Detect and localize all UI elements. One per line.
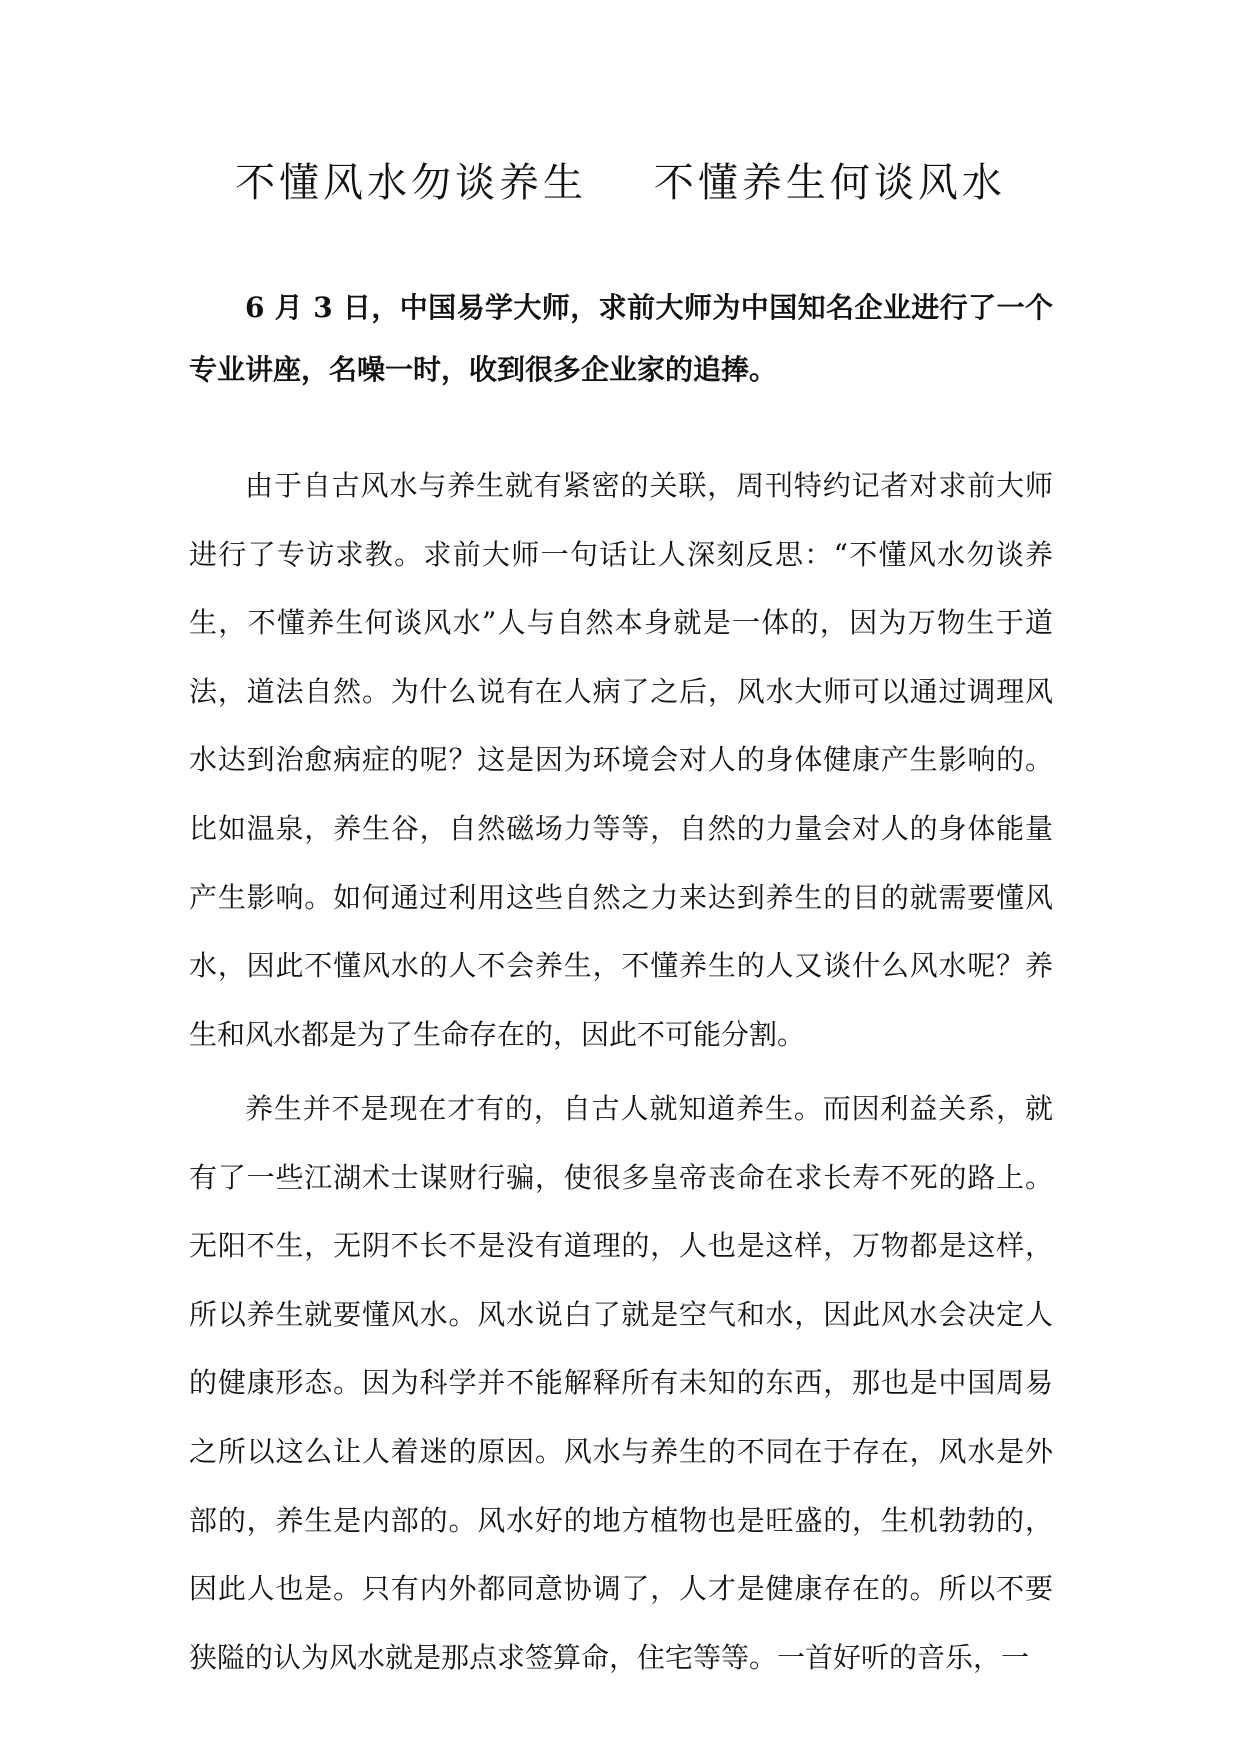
body-paragraph-2: 养生并不是现在才有的，自古人就知道养生。而因利益关系，就有了一些江湖术士谋财行骗，使很多皇帝丧命在求长寿不死的路上。无阳不生，无阴不长不是没有道理的，人也是这样，万物都是这样，所以养生就要懂风水。风水说白了就是空气和水，因此风水会决定人的健康形态。因为科学并不能解释所有未知的东西，那也是中国周易之所以这么让人着迷的原因。风水与养生的不同在于存在，风水是外部的，养生是内部的。风水好的地方植物也是旺盛的，生机勃勃的，因此人也是。只有内外都同意协调了，人才是健康存在的。所以不要狭隘的认为风水就是那点求签算命，住宅等等。一首好听的音乐，一 — [189, 1092, 1053, 1674]
document-title: 不懂风水勿谈养生 不懂养生何谈风水 — [235, 160, 1006, 206]
lead-paragraph: 6 月 3 日，中国易学大师，求前大师为中国知名企业进行了一个专业讲座，名噪一时，收到很多企业家的追捧。 — [189, 291, 1053, 386]
body-paragraph-1: 由于自古风水与养生就有紧密的关联，周刊特约记者对求前大师进行了专访求教。求前大师一句话让人深刻反思：“不懂风水勿谈养生，不懂养生何谈风水”人与自然本身就是一体的，因为万物生于道法，道法自然。为什么说有在人病了之后，风水大师可以通过调理风水达到治愈病症的呢？这是因为环境会对人的身体健康产生影响的。比如温泉，养生谷，自然磁场力等等，自然的力量会对人的身体能量产生影响。如何通过利用这些自然之力来达到养生的目的就需要懂风水，因此不懂风水的人不会养生，不懂养生的人又谈什么风水呢？养生和风水都是为了生命存在的，因此不可能分割。 — [189, 469, 1053, 1051]
